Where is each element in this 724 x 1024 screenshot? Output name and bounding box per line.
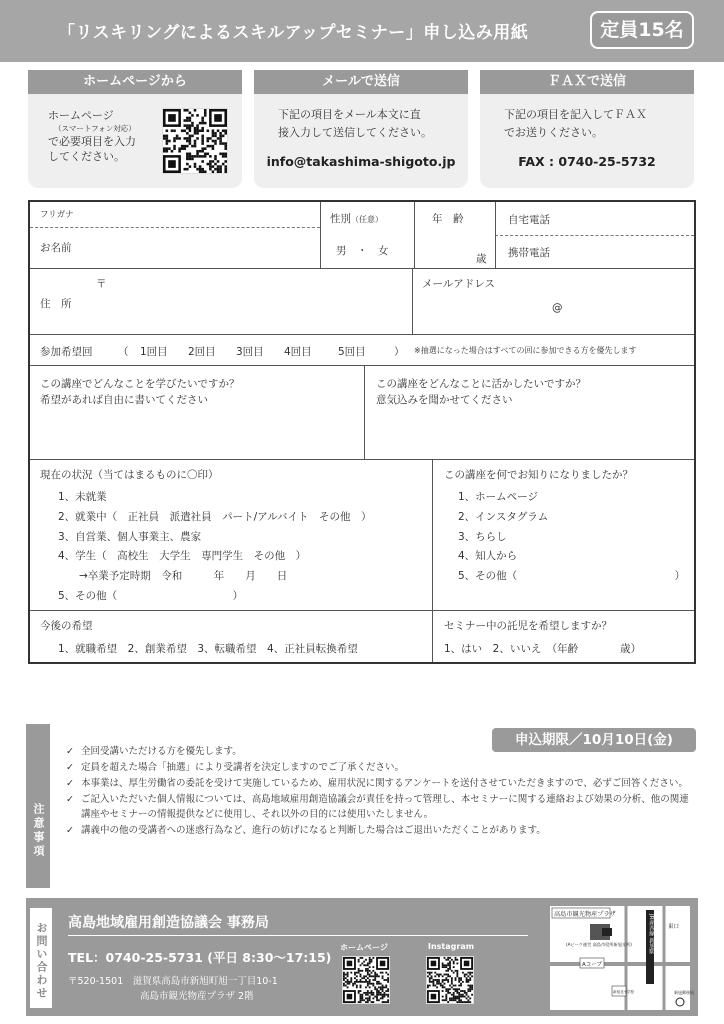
- source-list: [458, 488, 685, 587]
- age-unit: 歳: [476, 253, 487, 265]
- deadline-badge: 申込期限／10月10日(金): [492, 728, 696, 752]
- email-address[interactable]: info@takashima-shigoto.jp: [266, 154, 456, 169]
- age-label: 年 齢: [432, 213, 464, 225]
- session-option-3[interactable]: 3回目: [236, 346, 264, 358]
- instagram-qr-label: Instagram: [428, 942, 475, 951]
- gender-label: [330, 211, 383, 226]
- application-form: [28, 200, 696, 664]
- note-item: [66, 760, 692, 775]
- name-field[interactable]: [42, 228, 316, 266]
- col-divider-name: [320, 202, 321, 268]
- page-title: 「リスキリングによるスキルアップセミナー」申し込み用紙: [58, 23, 529, 43]
- fax-line1: 下記の項目を記入してＦＡＸ: [504, 108, 647, 121]
- check-icon: ✓: [66, 778, 74, 789]
- method-email-title: メールで送信: [254, 70, 468, 94]
- question-learn: [40, 376, 240, 408]
- check-icon: ✓: [66, 746, 74, 757]
- row-divider-3: [30, 365, 694, 366]
- session-option-5[interactable]: 5回目: [338, 346, 366, 358]
- source-item[interactable]: 4、知人から: [458, 550, 518, 563]
- phone-divider: [495, 235, 694, 236]
- row-divider-1: [30, 268, 694, 269]
- source-item[interactable]: 2、インスタグラム: [458, 510, 549, 523]
- future-title: 今後の希望: [40, 620, 93, 632]
- contact-address: [68, 974, 278, 1004]
- map-title: 高島市観光物産プラザ: [554, 911, 616, 918]
- status-item: →卒業予定時期 令和 年 月 日: [58, 570, 288, 583]
- note-text: 全回受講いただける方を優先します。: [81, 746, 242, 757]
- gender-label-text: 性別: [330, 213, 351, 225]
- status-item[interactable]: 4、学生（ 高校生 大学生 専門学生 その他 ）: [58, 550, 307, 563]
- source-title: この講座を何でお知りになりましたか？: [444, 469, 633, 481]
- note-text: ご記入いただいた個人情報については、高島地域雇用創造協議会が責任を持って管理し、本セミナーに関する連絡および効果の分析、他の関連講座やセミナーの情報提供などに使用し、それ以外の目的には使用いたしません。: [81, 794, 689, 820]
- status-item[interactable]: 2、就業中（ 正社員 派遣社員 パート/アルバイト その他 ）: [58, 510, 372, 523]
- address-line1: 〒520-1501 滋賀県高島市新旭町旭一丁目10-1: [68, 976, 278, 987]
- method-email: [254, 70, 468, 188]
- status-item[interactable]: 3、自営業、個人事業主、農家: [58, 530, 202, 543]
- name-label: お名前: [40, 242, 72, 254]
- homepage-qr-label: ホームページ: [340, 943, 388, 952]
- contact-footer: [26, 898, 698, 1016]
- method-homepage-title: ホームページから: [28, 70, 242, 94]
- organization-divider: [68, 935, 528, 936]
- address-line2: 高島市観光物産プラザ 2階: [140, 991, 254, 1002]
- address-label: 住 所: [40, 298, 72, 310]
- map-graphic: [550, 906, 694, 1010]
- method-homepage: [28, 70, 242, 188]
- note-text: 本事業は、厚生労働省の委託を受けて実施しているため、雇用状況に関するアンケートを送付させていただきますので、必ずご回答ください。: [81, 778, 688, 789]
- page-header: [0, 0, 724, 62]
- homepage-line3: してください。: [48, 150, 125, 163]
- instagram-qr-code[interactable]: [426, 956, 474, 1004]
- map-post: 新旭郵便局: [674, 990, 694, 995]
- check-icon: ✓: [66, 794, 74, 805]
- home-phone-label: 自宅電話: [508, 214, 550, 226]
- session-option-4[interactable]: 4回目: [284, 346, 312, 358]
- note-text: 講義中の他の受講者への迷惑行為など、進行の妨げになると判断した場合はご退出いただくことがあります。: [81, 825, 546, 836]
- organization-name: 高島地域雇用創造協議会 事務局: [68, 915, 269, 931]
- email-line1: 下記の項目をメール本文に直: [278, 108, 421, 121]
- homepage-line1: ホームページ: [48, 109, 114, 122]
- fax-number: FAX : 0740-25-5732: [518, 154, 656, 169]
- check-icon: ✓: [66, 762, 74, 773]
- status-item[interactable]: 5、その他（ ）: [58, 589, 244, 602]
- row-divider-2: [30, 334, 694, 335]
- note-item: [66, 776, 692, 791]
- note-item: [66, 823, 692, 838]
- notes-label: 注意事項: [26, 724, 50, 888]
- row-divider-5: [30, 610, 694, 611]
- contact-phone[interactable]: TEL：0740-25-5731 (平日 8:30〜17:15): [68, 950, 332, 965]
- contact-label: お問い合わせ: [30, 908, 52, 1008]
- capacity-badge: 定員15名: [590, 11, 694, 49]
- sessions-label: 参加希望回: [40, 346, 93, 358]
- notes-section: [26, 724, 698, 888]
- at-mark: @: [552, 302, 563, 314]
- sessions-note: ※抽選になった場合はすべての回に参加できる方を優先します: [414, 346, 637, 355]
- check-icon: ✓: [66, 825, 74, 836]
- question-use-line1: この講座をどんなことに活かしたいですか？: [376, 378, 586, 390]
- homepage-qr-code[interactable]: [162, 108, 228, 174]
- question-use-line2: 意気込みを聞かせてください: [376, 394, 513, 406]
- footer-homepage-qr-code[interactable]: [342, 956, 390, 1004]
- note-item: [66, 744, 692, 759]
- sessions-open-paren: （: [118, 346, 129, 358]
- status-title: 現在の状況（当てはまるものに〇印）: [40, 469, 219, 481]
- access-map: [550, 906, 694, 1010]
- childcare-options[interactable]: 1、はい 2、いいえ （年齢 歳）: [444, 643, 642, 655]
- sessions-close-paren: ）: [394, 346, 405, 358]
- source-item[interactable]: 1、ホームページ: [458, 491, 538, 503]
- method-fax-title: ＦＡＸで送信: [480, 70, 694, 94]
- notes-list: [66, 744, 692, 839]
- gender-options[interactable]: 男 ・ 女: [336, 245, 389, 257]
- homepage-note: （スマートフォン対応）: [54, 124, 136, 133]
- status-item[interactable]: 1、未就業: [58, 491, 107, 503]
- postal-mark: 〒: [96, 278, 107, 290]
- map-station: JR湖西線 新旭駅: [648, 914, 654, 955]
- question-learn-line2: 希望があれば自由に書いてください: [40, 394, 208, 406]
- homepage-line2: で必要項目を入力: [48, 135, 136, 148]
- method-fax: [480, 70, 694, 188]
- map-school: 新旭北小学校: [613, 990, 634, 994]
- session-option-2[interactable]: 2回目: [188, 346, 216, 358]
- col-divider-status: [432, 459, 433, 662]
- col-divider-age: [495, 202, 496, 268]
- map-exit: 東口: [668, 924, 680, 930]
- note-item: [66, 792, 692, 822]
- mobile-phone-label: 携帯電話: [508, 247, 550, 259]
- method-email-text: [278, 106, 432, 142]
- method-homepage-text: [48, 108, 136, 164]
- question-learn-line1: この講座でどんなことを学びたいですか？: [40, 378, 240, 390]
- row-divider-4: [30, 459, 694, 460]
- col-divider-gender: [414, 202, 415, 268]
- map-building: (Aピーク運営 高島市役所新旭支所): [566, 942, 632, 947]
- fax-line2: でお送りください。: [504, 126, 603, 139]
- map-store: Aコープ: [582, 962, 602, 968]
- session-option-1[interactable]: 1回目: [140, 346, 168, 358]
- note-text: 定員を超えた場合「抽選」により受講者を決定しますのでご了承ください。: [81, 762, 405, 773]
- method-fax-text: [504, 106, 647, 142]
- email-line2: 接入力して送信してください。: [278, 126, 432, 139]
- future-options[interactable]: 1、就職希望 2、創業希望 3、転職希望 4、正社員転換希望: [58, 643, 358, 655]
- furigana-label: フリガナ: [40, 210, 74, 220]
- status-list: [58, 488, 372, 607]
- childcare-title: セミナー中の託児を希望しますか？: [444, 620, 612, 632]
- gender-optional: （任意）: [351, 215, 383, 224]
- source-item[interactable]: 5、その他（ ）: [458, 570, 686, 583]
- email-label: メールアドレス: [422, 278, 495, 290]
- question-use: [376, 376, 586, 408]
- source-item[interactable]: 3、ちらし: [458, 530, 507, 543]
- col-divider-address: [412, 268, 413, 334]
- col-divider-questions: [364, 365, 365, 459]
